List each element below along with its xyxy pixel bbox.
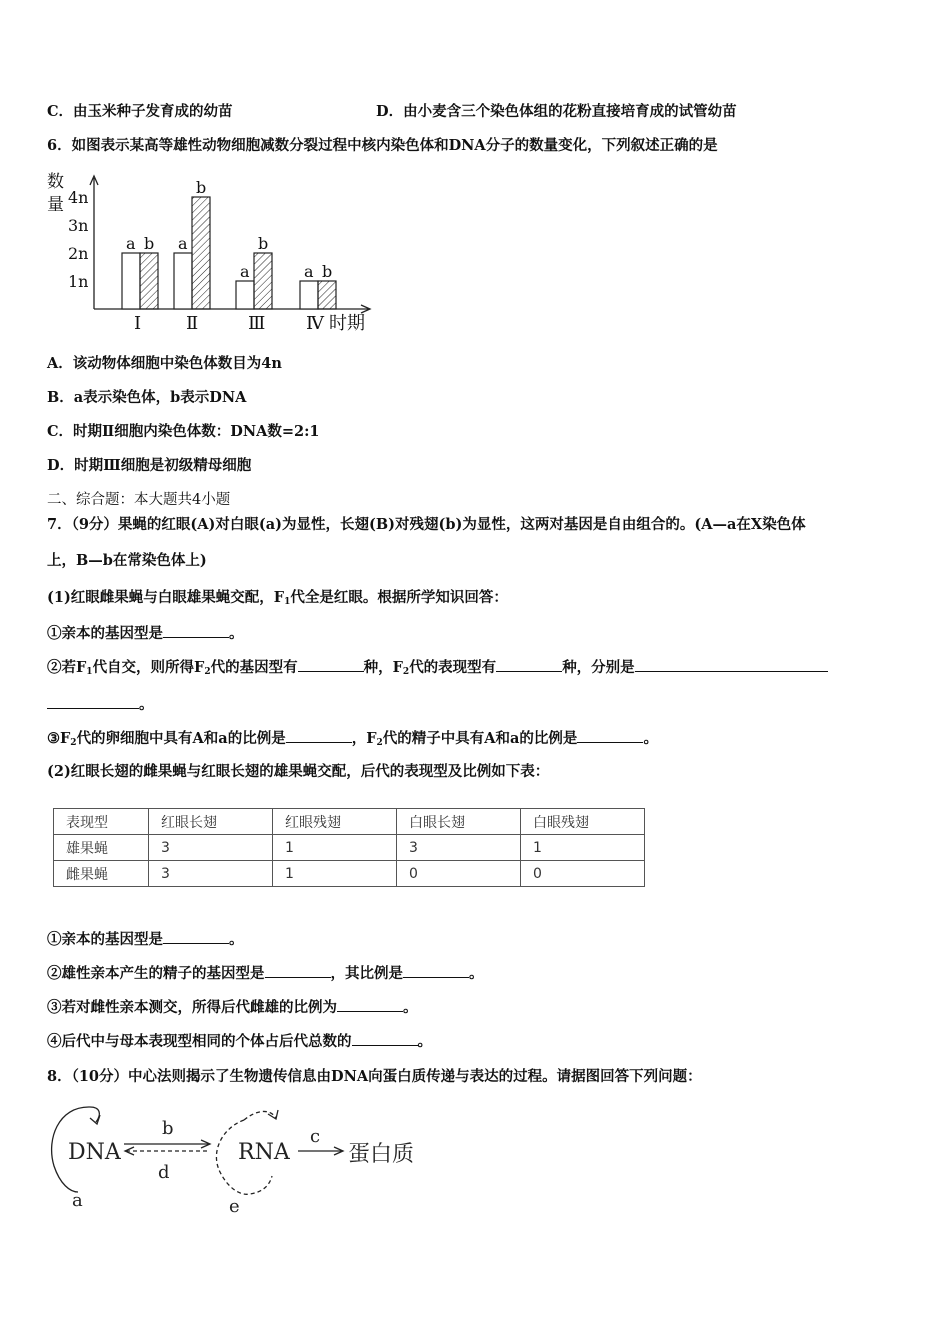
label-c: c xyxy=(310,1126,321,1147)
q7-p1-question2-cont: 。 xyxy=(47,694,154,715)
q7-p2-question1: ①亲本的基因型是 。 xyxy=(47,931,244,948)
bar-b xyxy=(254,253,272,309)
bar-label-a: a xyxy=(304,262,314,281)
bar-label-a: a xyxy=(240,262,250,281)
bar-label-a: a xyxy=(126,234,136,253)
q6-option-c: C．时期Ⅱ细胞内染色体数：DNA数=2:1 xyxy=(47,423,320,440)
bar-label-b: b xyxy=(196,178,207,197)
x-tick-label: Ⅲ xyxy=(248,313,266,334)
bar-b xyxy=(318,281,336,309)
bar-label-b: b xyxy=(322,262,333,281)
q7-p2-question4: ④后代中与母本表现型相同的个体占后代总数的 。 xyxy=(47,1033,432,1050)
table-header-cell: 表现型 xyxy=(54,809,149,835)
q6-bar-chart xyxy=(44,170,379,340)
table-cell: 0 xyxy=(521,861,645,887)
table-header-cell: 白眼长翅 xyxy=(397,809,521,835)
section-heading: 二、综合题：本大题共4小题 xyxy=(47,492,231,508)
bar-a xyxy=(122,253,140,309)
y-tick-label: 4n xyxy=(68,188,89,207)
dna-label: DNA xyxy=(68,1140,121,1165)
bar-label-b: b xyxy=(144,234,155,253)
x-tick-label: Ⅳ xyxy=(306,313,324,334)
q6-option-a: A．该动物体细胞中染色体数目为4n xyxy=(47,355,282,372)
bar-a xyxy=(300,281,318,309)
q5-option-c: C．由玉米种子发育成的幼苗 xyxy=(47,103,233,120)
table-cell: 1 xyxy=(521,835,645,861)
table-cell: 1 xyxy=(273,835,397,861)
table-header-row xyxy=(54,809,645,835)
phenotype-table xyxy=(53,808,645,887)
label-b: b xyxy=(162,1118,174,1139)
central-dogma-diagram xyxy=(44,1100,434,1215)
bar-a xyxy=(236,281,254,309)
answer-blank[interactable] xyxy=(352,1031,418,1046)
table-cell: 雌果蝇 xyxy=(54,861,149,887)
y-tick-label: 3n xyxy=(68,216,89,235)
bar-b xyxy=(192,197,210,309)
x-tick-label: Ⅰ xyxy=(134,313,142,334)
q7-p1-question2: ②若$F_1$代自交，则所得$F_2$代的基因型有 种，$F_2$代的表现型有 种，分别是 xyxy=(47,657,828,682)
q7-p1-question3: $③F_2$代的卵细胞中具有A和a的比例是 ，$F_2$代的精子中具有A和a的比例是 。 xyxy=(47,730,658,748)
answer-blank[interactable] xyxy=(47,694,139,709)
answer-blank[interactable] xyxy=(163,929,229,944)
answer-blank[interactable] xyxy=(577,728,643,743)
q8-stem: 8．（10分）中心法则揭示了生物遗传信息由DNA向蛋白质传递与表达的过程。请据图回答下列问题： xyxy=(47,1068,702,1085)
x-tick-label: Ⅱ xyxy=(186,313,199,334)
q6-stem: 6．如图表示某高等雄性动物细胞减数分裂过程中核内染色体和DNA分子的数量变化，下列叙述正确的是 xyxy=(47,137,718,154)
y-tick-label: 2n xyxy=(68,244,89,263)
answer-blank[interactable] xyxy=(635,657,828,672)
q7-part2-intro: (2)红眼长翅的雌果蝇与红眼长翅的雄果蝇交配，后代的表现型及比例如下表： xyxy=(47,763,550,780)
answer-blank[interactable] xyxy=(403,963,469,978)
q6-option-b: B．a表示染色体，b表示DNA xyxy=(47,389,247,406)
table-cell: 3 xyxy=(397,835,521,861)
q5-option-d: D．由小麦含三个染色体组的花粉直接培育成的试管幼苗 xyxy=(376,103,737,120)
table-cell: 3 xyxy=(149,835,273,861)
table-header-cell: 红眼残翅 xyxy=(273,809,397,835)
answer-blank[interactable] xyxy=(337,997,403,1012)
y-axis-label-1: 数 xyxy=(47,172,64,192)
y-tick-label: 1n xyxy=(68,272,89,291)
q7-stem-line2: 上，B—b在常染色体上) xyxy=(47,552,207,569)
q7-p2-question2: ②雄性亲本产生的精子的基因型是 ，其比例是 。 xyxy=(47,965,484,982)
q7-p2-question3: ③若对雌性亲本测交，所得后代雌雄的比例为 。 xyxy=(47,999,418,1016)
answer-blank[interactable] xyxy=(496,657,562,672)
bar-b xyxy=(140,253,158,309)
table-cell: 1 xyxy=(273,861,397,887)
table-row xyxy=(54,835,645,861)
table-header-cell: 白眼残翅 xyxy=(521,809,645,835)
label-a: a xyxy=(72,1190,83,1211)
q7-p1-question1: ①亲本的基因型是 。 xyxy=(47,625,244,642)
answer-blank[interactable] xyxy=(286,728,352,743)
table-cell: 0 xyxy=(397,861,521,887)
table-cell: 雄果蝇 xyxy=(54,835,149,861)
rna-label: RNA xyxy=(238,1140,290,1165)
table-header-cell: 红眼长翅 xyxy=(149,809,273,835)
answer-blank[interactable] xyxy=(298,657,364,672)
table-row xyxy=(54,861,645,887)
label-d: d xyxy=(158,1162,170,1183)
q7-stem-line1: 7．（9分）果蝇的红眼(A)对白眼(a)为显性，长翅(B)对残翅(b)为显性，这两对基因是自由组合的。(A—a在X染色体 xyxy=(47,516,806,533)
answer-blank[interactable] xyxy=(265,963,331,978)
answer-blank[interactable] xyxy=(163,623,229,638)
label-e: e xyxy=(229,1196,240,1215)
bar-label-a: a xyxy=(178,234,188,253)
bar-a xyxy=(174,253,192,309)
x-axis-label: 时期 xyxy=(329,313,365,334)
bar-label-b: b xyxy=(258,234,269,253)
table-cell: 3 xyxy=(149,861,273,887)
protein-label: 蛋白质 xyxy=(348,1142,415,1167)
y-axis-label-2: 量 xyxy=(47,195,64,215)
q7-part1-intro: (1)红眼雌果蝇与白眼雄果蝇交配，$F_1$代全是红眼。根据所学知识回答： xyxy=(47,589,508,607)
q6-option-d: D．时期Ⅲ细胞是初级精母细胞 xyxy=(47,457,252,474)
